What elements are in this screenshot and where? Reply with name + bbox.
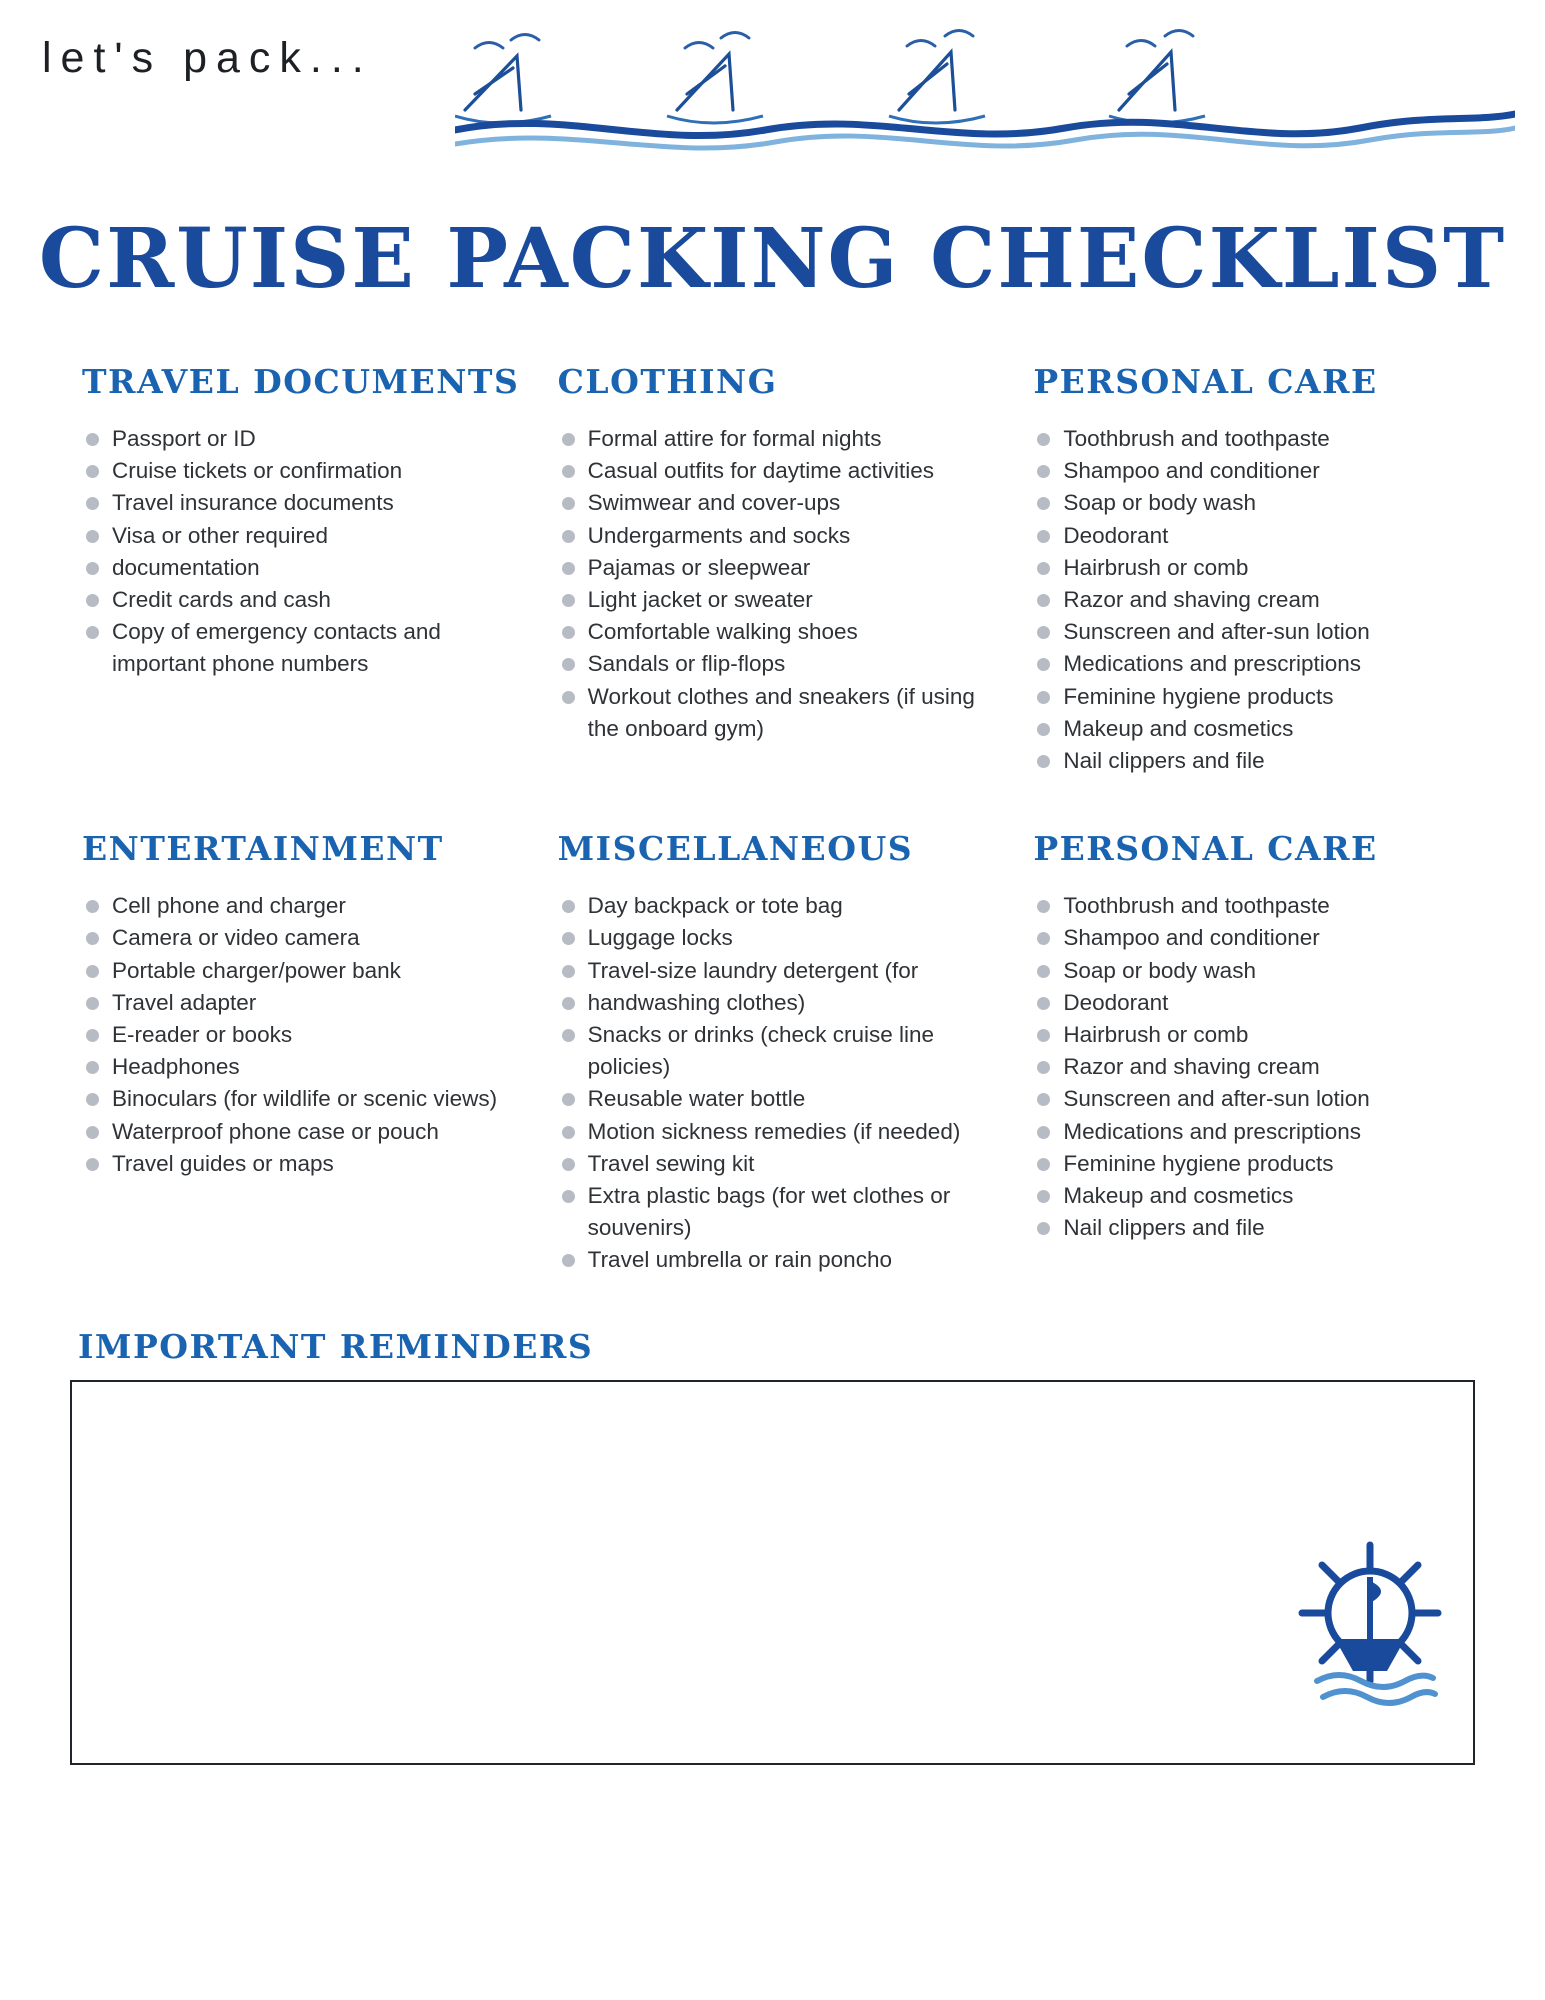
list-item-label: Light jacket or sweater xyxy=(587,587,813,613)
section-clothing xyxy=(546,362,1000,777)
list-item-label: Toothbrush and toothpaste xyxy=(1063,426,1330,451)
list-item[interactable] xyxy=(1035,890,1475,922)
list-item-label: Deodorant xyxy=(1063,522,1169,548)
list-item-label: Passport or ID xyxy=(112,426,256,451)
list-item-label: Cruise tickets or confirmation xyxy=(112,458,403,484)
list-item-label: Swimwear and cover-ups xyxy=(587,490,841,516)
section-entertainment xyxy=(70,829,524,1276)
list-item[interactable] xyxy=(1035,520,1475,552)
list-item-label: Sunscreen and after-sun lotion xyxy=(1063,619,1370,645)
list-item-label: Travel adapter xyxy=(112,989,257,1015)
list-item-label: Makeup and cosmetics xyxy=(1063,1183,1294,1209)
list-item-label: Feminine hygiene products xyxy=(1063,1150,1334,1176)
list-item[interactable] xyxy=(84,1019,524,1051)
section-heading: CLOTHING xyxy=(557,362,778,401)
list-item[interactable] xyxy=(1035,1083,1475,1115)
list-item-label: Copy of emergency contacts and important phone numbers xyxy=(112,619,441,677)
list-item[interactable] xyxy=(1035,1212,1475,1244)
list-item[interactable] xyxy=(1035,745,1475,777)
list-item[interactable] xyxy=(84,552,524,584)
list-item-label: Soap or body wash xyxy=(1063,957,1256,983)
list-item-label: Sunscreen and after-sun lotion xyxy=(1063,1086,1370,1112)
list-item[interactable] xyxy=(560,922,1000,954)
important-reminders-section xyxy=(70,1327,1475,1765)
section-heading: PERSONAL CARE xyxy=(1033,829,1378,869)
list-item[interactable] xyxy=(1035,616,1475,648)
list-item[interactable] xyxy=(84,955,524,987)
list-item-label: Camera or video camera xyxy=(112,925,360,951)
list-item[interactable] xyxy=(1035,922,1475,954)
list-item-label: Undergarments and socks xyxy=(587,522,851,548)
list-item[interactable] xyxy=(560,987,1000,1019)
list-item[interactable] xyxy=(1035,1019,1475,1051)
list-item[interactable] xyxy=(1035,1051,1475,1083)
list-item[interactable] xyxy=(560,1148,1000,1180)
page-title: CRUISE PACKING CHECKLIST xyxy=(38,211,1507,307)
list-item[interactable] xyxy=(84,487,524,519)
list-item[interactable] xyxy=(560,520,1000,552)
list-item[interactable] xyxy=(560,1116,1000,1148)
list-item[interactable] xyxy=(1035,955,1475,987)
list-item-label: Travel umbrella or rain poncho xyxy=(587,1247,892,1273)
list-item[interactable] xyxy=(84,1116,524,1148)
list-item[interactable] xyxy=(1035,423,1475,455)
list-item-label: Razor and shaving cream xyxy=(1063,587,1320,613)
list-item-label: Portable charger/power bank xyxy=(112,957,401,983)
ship-helm-wheel-icon xyxy=(1275,1531,1465,1721)
list-item[interactable] xyxy=(1035,1180,1475,1212)
list-item-label: Soap or body wash xyxy=(1063,490,1256,516)
list-item[interactable] xyxy=(84,616,524,680)
list-item-label: documentation xyxy=(112,554,260,580)
list-item-label: Deodorant xyxy=(1063,989,1169,1015)
list-item-label: Headphones xyxy=(112,1054,240,1080)
section-heading: ENTERTAINMENT xyxy=(82,829,444,869)
list-item-label: E-reader or books xyxy=(112,1022,293,1048)
list-item[interactable] xyxy=(1035,487,1475,519)
list-item[interactable] xyxy=(84,922,524,954)
list-item-label: Workout clothes and sneakers (if using the onboard gym) xyxy=(587,683,975,741)
section-heading: TRAVEL DOCUMENTS xyxy=(82,362,520,401)
list-item-label: Hairbrush or comb xyxy=(1063,554,1249,580)
list-item[interactable] xyxy=(84,520,524,552)
list-item-label: Travel-size laundry detergent (for xyxy=(587,957,919,983)
important-reminders-input[interactable] xyxy=(70,1380,1475,1765)
list-item-label: Medications and prescriptions xyxy=(1063,1118,1361,1144)
list-item-label: Shampoo and conditioner xyxy=(1063,458,1320,484)
list-item-label: Razor and shaving cream xyxy=(1063,1054,1320,1080)
section-heading: PERSONAL CARE xyxy=(1033,362,1378,401)
section-item-list xyxy=(1021,423,1475,777)
list-item[interactable] xyxy=(84,1148,524,1180)
list-item-label: Hairbrush or comb xyxy=(1063,1022,1249,1048)
list-item[interactable] xyxy=(84,1051,524,1083)
list-item-label: Travel insurance documents xyxy=(112,490,394,516)
list-item[interactable] xyxy=(1035,1148,1475,1180)
list-item[interactable] xyxy=(560,616,1000,648)
list-item-label: Medications and prescriptions xyxy=(1063,651,1361,677)
list-item-label: Waterproof phone case or pouch xyxy=(112,1118,439,1144)
list-item-label: Nail clippers and file xyxy=(1063,748,1265,774)
section-personal-care xyxy=(1021,362,1475,777)
list-item[interactable] xyxy=(560,1244,1000,1276)
list-item-label: Makeup and cosmetics xyxy=(1063,715,1294,741)
list-item[interactable] xyxy=(1035,681,1475,713)
list-item[interactable] xyxy=(1035,584,1475,616)
list-item[interactable] xyxy=(1035,987,1475,1019)
list-item[interactable] xyxy=(1035,1116,1475,1148)
section-item-list xyxy=(70,423,524,681)
list-item-label: Shampoo and conditioner xyxy=(1063,925,1320,951)
list-item[interactable] xyxy=(84,1083,524,1115)
list-item[interactable] xyxy=(560,552,1000,584)
list-item-label: Toothbrush and toothpaste xyxy=(1063,893,1330,919)
list-item-label: Travel sewing kit xyxy=(587,1150,755,1176)
list-item-label: Extra plastic bags (for wet clothes or souvenirs) xyxy=(587,1183,951,1241)
list-item[interactable] xyxy=(84,584,524,616)
list-item-label: Binoculars (for wildlife or scenic views) xyxy=(112,1086,498,1112)
section-item-list xyxy=(546,890,1000,1276)
list-item[interactable] xyxy=(84,987,524,1019)
list-item[interactable] xyxy=(560,955,1000,987)
list-item[interactable] xyxy=(560,890,1000,922)
list-item-label: Comfortable walking shoes xyxy=(587,619,858,645)
list-item-label: Motion sickness remedies (if needed) xyxy=(587,1118,961,1144)
list-item-label: Nail clippers and file xyxy=(1063,1215,1265,1241)
list-item[interactable] xyxy=(1035,713,1475,745)
section-miscellaneous xyxy=(546,829,1000,1276)
list-item-label: Casual outfits for daytime activities xyxy=(587,458,935,484)
page-header xyxy=(0,0,1545,190)
list-item-label: Sandals or flip-flops xyxy=(587,651,786,677)
list-item[interactable] xyxy=(560,584,1000,616)
list-item-label: Reusable water bottle xyxy=(587,1086,806,1112)
list-item[interactable] xyxy=(560,1083,1000,1115)
list-item-label: handwashing clothes) xyxy=(587,989,806,1015)
list-item-label: Cell phone and charger xyxy=(112,893,346,919)
list-item-label: Credit cards and cash xyxy=(112,587,331,613)
list-item[interactable] xyxy=(1035,455,1475,487)
section-item-list xyxy=(546,423,1000,745)
section-heading: MISCELLANEOUS xyxy=(557,829,914,869)
section-personal-care-duplicate xyxy=(1021,829,1475,1276)
list-item[interactable] xyxy=(1035,552,1475,584)
list-item[interactable] xyxy=(1035,648,1475,680)
list-item[interactable] xyxy=(560,423,1000,455)
lets-pack-script-text: let's pack... xyxy=(42,34,373,82)
checklist-sections-grid xyxy=(70,362,1475,1277)
list-item-label: Travel guides or maps xyxy=(112,1150,334,1176)
sailboats-waves-illustration xyxy=(455,18,1515,153)
section-travel-documents xyxy=(70,362,524,777)
list-item-label: Day backpack or tote bag xyxy=(587,893,843,919)
list-item[interactable] xyxy=(84,455,524,487)
section-item-list xyxy=(70,890,524,1180)
list-item[interactable] xyxy=(560,681,1000,745)
list-item[interactable] xyxy=(84,423,524,455)
section-item-list xyxy=(1021,890,1475,1244)
list-item-label: Pajamas or sleepwear xyxy=(587,554,811,580)
list-item[interactable] xyxy=(560,1019,1000,1083)
list-item[interactable] xyxy=(560,455,1000,487)
list-item[interactable] xyxy=(560,487,1000,519)
list-item-label: Visa or other required xyxy=(112,522,328,548)
list-item-label: Snacks or drinks (check cruise line policies) xyxy=(587,1022,935,1080)
list-item[interactable] xyxy=(560,648,1000,680)
list-item-label: Luggage locks xyxy=(587,925,733,951)
list-item[interactable] xyxy=(84,890,524,922)
list-item[interactable] xyxy=(560,1180,1000,1244)
list-item-label: Feminine hygiene products xyxy=(1063,683,1334,709)
list-item-label: Formal attire for formal nights xyxy=(587,426,882,451)
important-reminders-heading: IMPORTANT REMINDERS xyxy=(78,1326,594,1366)
